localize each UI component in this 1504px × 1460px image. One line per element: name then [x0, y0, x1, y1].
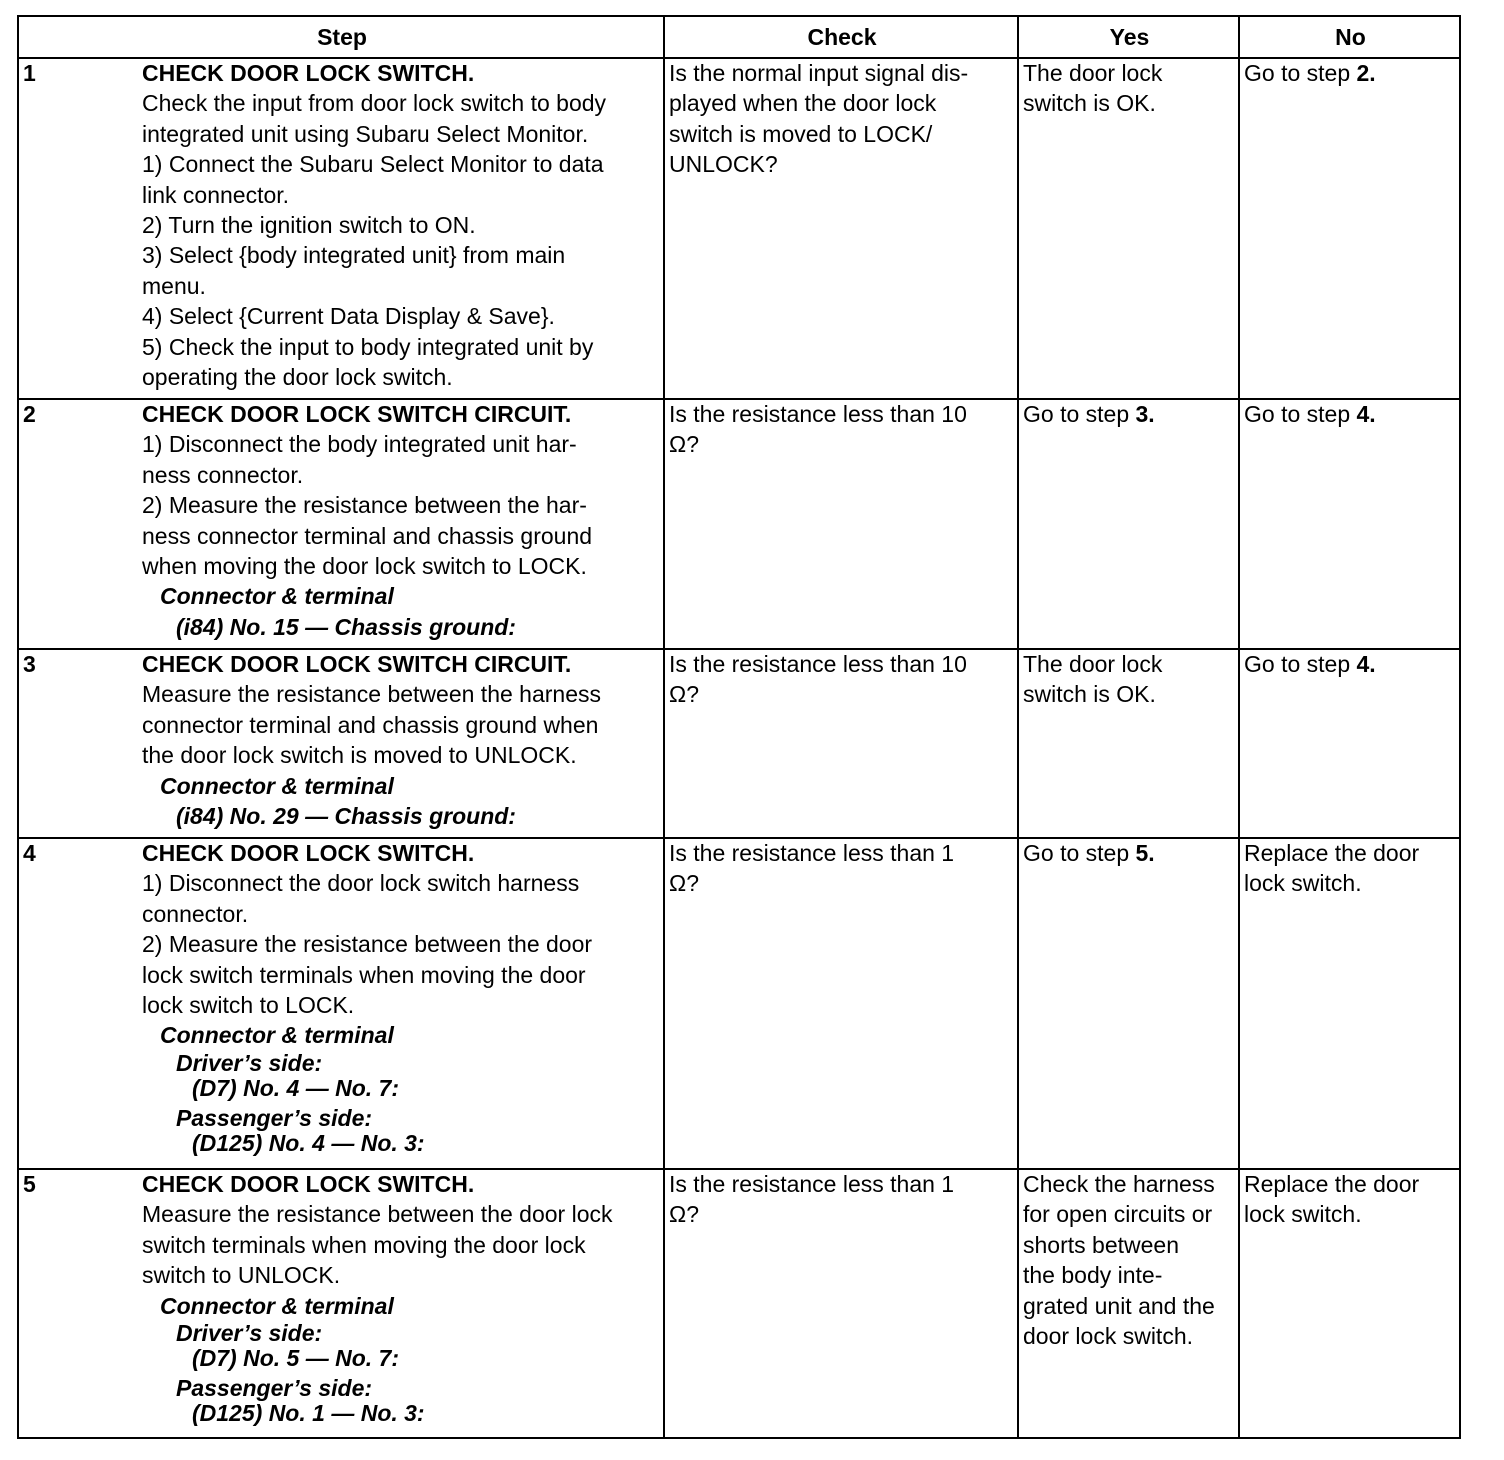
spec-value: (i84) No. 15 — Chassis ground:	[176, 613, 516, 640]
step-link: 4.	[1356, 401, 1376, 427]
no-action: Go to step 4.	[1244, 401, 1376, 427]
check-question: Is the normal input signal dis- played when the door lock switch is moved to LOCK/ UNLOCK?	[669, 60, 969, 178]
step-line: 1) Disconnect the body integrated unit har-	[142, 431, 577, 458]
step-number: 2	[23, 401, 36, 427]
step-line: 3) Select {body integrated unit} from main	[142, 242, 566, 269]
yes-action: Go to step 5.	[1023, 840, 1155, 866]
step-number: 5	[23, 1171, 36, 1197]
step-line: switch terminals when moving the door lock	[142, 1231, 586, 1258]
step-description	[142, 398, 662, 648]
no-action: Go to step 2.	[1244, 60, 1376, 86]
header-check: Check	[807, 24, 877, 50]
driver-side-label: Driver’s side:	[176, 1320, 323, 1347]
yes-action: The door lock switch is OK.	[1023, 60, 1163, 117]
table-row	[19, 1168, 1459, 1439]
table-row	[19, 837, 1459, 1170]
step-line: Measure the resistance between the harness	[142, 681, 601, 708]
yes-action: Check the harness for open circuits or shorts between the body inte- grated unit and the door lock switch.	[1023, 1171, 1215, 1350]
step-line: Measure the resistance between the door lock	[142, 1201, 613, 1228]
step-title: CHECK DOOR LOCK SWITCH CIRCUIT.	[142, 651, 572, 677]
spec-label: Connector & terminal	[160, 583, 394, 610]
driver-side-label: Driver’s side:	[176, 1049, 323, 1076]
step-link: 2.	[1356, 60, 1376, 86]
step-line: 1) Connect the Subaru Select Monitor to data	[142, 151, 604, 178]
no-action: Go to step 4.	[1244, 651, 1376, 677]
step-number: 4	[23, 840, 36, 866]
step-line: menu.	[142, 272, 206, 299]
step-line: connector.	[142, 900, 249, 927]
step-line: 2) Measure the resistance between the door	[142, 931, 593, 958]
step-line: connector terminal and chassis ground when	[142, 711, 599, 738]
table-row	[19, 398, 1459, 650]
step-number: 1	[23, 60, 36, 86]
step-description	[142, 57, 662, 398]
passenger-side-label: Passenger’s side:	[176, 1104, 373, 1131]
header-no: No	[1335, 24, 1366, 50]
no-action: Replace the door lock switch.	[1244, 1171, 1420, 1228]
header-yes: Yes	[1109, 24, 1150, 50]
driver-side-spec: (D7) No. 5 — No. 7:	[192, 1345, 400, 1372]
check-question: Is the resistance less than 1 Ω?	[669, 1171, 955, 1228]
troubleshooting-table	[17, 15, 1461, 1439]
step-line: the door lock switch is moved to UNLOCK.	[142, 742, 577, 769]
step-title: CHECK DOOR LOCK SWITCH CIRCUIT.	[142, 401, 572, 427]
step-line: Check the input from door lock switch to body	[142, 90, 607, 117]
spec-label: Connector & terminal	[160, 772, 394, 799]
table-header-row	[19, 17, 1459, 59]
table-row	[19, 648, 1459, 839]
step-link: 4.	[1356, 651, 1376, 677]
step-title: CHECK DOOR LOCK SWITCH.	[142, 840, 475, 866]
no-action: Replace the door lock switch.	[1244, 840, 1420, 897]
driver-side-spec: (D7) No. 4 — No. 7:	[192, 1074, 400, 1101]
spec-label: Connector & terminal	[160, 1022, 394, 1049]
passenger-side-spec: (D125) No. 1 — No. 3:	[192, 1400, 425, 1427]
step-description	[142, 837, 662, 1168]
step-line: 2) Turn the ignition switch to ON.	[142, 212, 476, 239]
step-line: integrated unit using Subaru Select Monitor.	[142, 120, 589, 147]
spec-label: Connector & terminal	[160, 1292, 394, 1319]
check-question: Is the resistance less than 1 Ω?	[669, 840, 955, 897]
step-line: ness connector.	[142, 461, 304, 488]
passenger-side-label: Passenger’s side:	[176, 1375, 373, 1402]
step-line: 5) Check the input to body integrated unit by	[142, 333, 594, 360]
step-line: when moving the door lock switch to LOCK.	[142, 553, 587, 580]
step-line: switch to UNLOCK.	[142, 1262, 341, 1289]
step-line: lock switch terminals when moving the door	[142, 961, 586, 988]
check-question: Is the resistance less than 10 Ω?	[669, 651, 967, 708]
step-description	[142, 1168, 662, 1437]
check-question: Is the resistance less than 10 Ω?	[669, 401, 967, 458]
step-line: ness connector terminal and chassis ground	[142, 522, 593, 549]
yes-action: Go to step 3.	[1023, 401, 1155, 427]
passenger-side-spec: (D125) No. 4 — No. 3:	[192, 1129, 425, 1156]
step-title: CHECK DOOR LOCK SWITCH.	[142, 1171, 475, 1197]
header-step: Step	[317, 24, 367, 50]
yes-action: The door lock switch is OK.	[1023, 651, 1163, 708]
step-line: operating the door lock switch.	[142, 364, 453, 391]
step-line: link connector.	[142, 181, 290, 208]
table-row	[19, 57, 1459, 400]
step-title: CHECK DOOR LOCK SWITCH.	[142, 60, 475, 86]
step-link: 5.	[1135, 840, 1155, 866]
column-divider	[663, 17, 665, 1437]
spec-value: (i84) No. 29 — Chassis ground:	[176, 803, 516, 830]
column-divider	[1238, 17, 1240, 1437]
step-number: 3	[23, 651, 36, 677]
step-line: lock switch to LOCK.	[142, 992, 355, 1019]
step-description	[142, 648, 662, 837]
step-line: 4) Select {Current Data Display & Save}.	[142, 303, 555, 330]
step-line: 2) Measure the resistance between the har-	[142, 492, 587, 519]
step-link: 3.	[1135, 401, 1155, 427]
column-divider	[1017, 17, 1019, 1437]
step-line: 1) Disconnect the door lock switch harness	[142, 870, 580, 897]
